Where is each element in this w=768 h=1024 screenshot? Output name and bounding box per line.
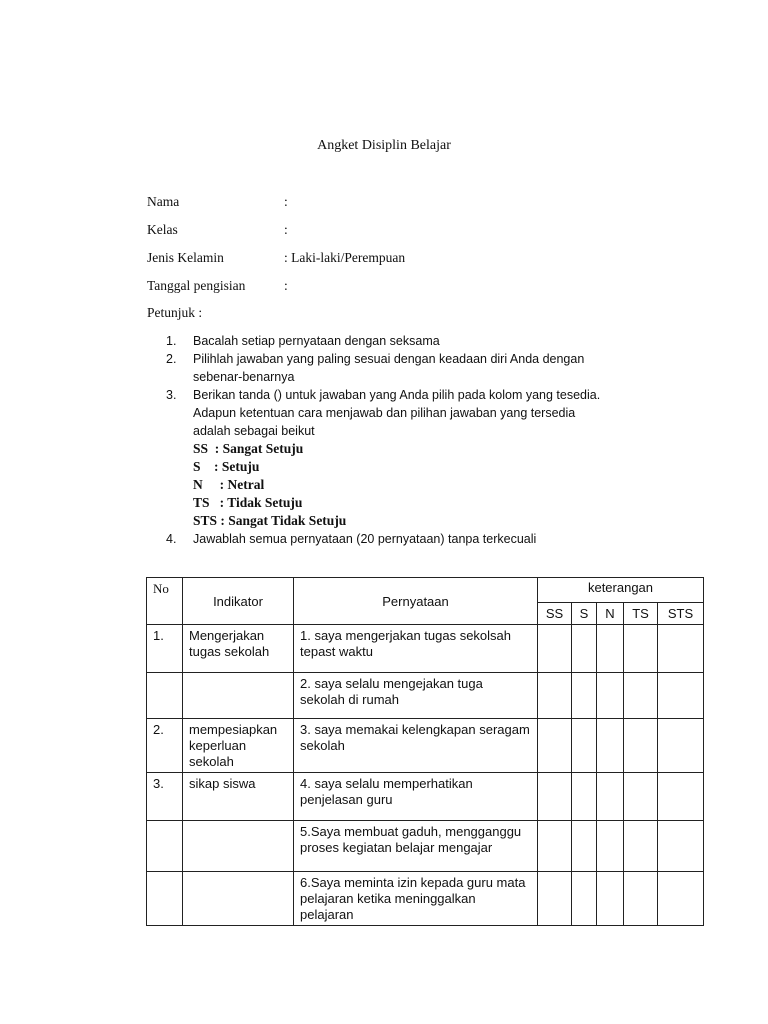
row-no: 1. [147, 625, 183, 673]
row-indikator: sikap siswa [183, 773, 294, 821]
answer-cell-s[interactable] [572, 719, 597, 773]
answer-cell-sts[interactable] [658, 773, 704, 821]
legend-s: S : Setuju [193, 459, 260, 474]
answer-cell-n[interactable] [597, 719, 624, 773]
header-keterangan: keterangan [538, 578, 704, 603]
answer-cell-s[interactable] [572, 872, 597, 926]
answer-cell-ss[interactable] [538, 719, 572, 773]
answer-cell-ss[interactable] [538, 673, 572, 719]
instruction-text: Jawablah semua pernyataan (20 pernyataan) tanpa terkecuali [193, 532, 537, 546]
legend-ts: TS : Tidak Setuju [193, 495, 303, 510]
table-row [147, 872, 704, 926]
answer-cell-ts[interactable] [624, 821, 658, 872]
answer-cell-n[interactable] [597, 625, 624, 673]
instruction-item [166, 350, 666, 386]
answer-cell-ss[interactable] [538, 821, 572, 872]
row-no: 3. [147, 773, 183, 821]
field-value-tanggal: : [284, 278, 288, 293]
row-pernyataan: 6.Saya meminta izin kepada guru mata pelajaran ketika meninggalkan pelajaran [294, 872, 538, 926]
field-label-jenis-kelamin: Jenis Kelamin [147, 250, 224, 265]
row-indikator: Mengerjakan tugas sekolah [183, 625, 294, 673]
row-no: 2. [147, 719, 183, 773]
answer-cell-ts[interactable] [624, 673, 658, 719]
field-value-kelas: : [284, 222, 288, 237]
row-no [147, 673, 183, 719]
instruction-list [166, 332, 666, 548]
answer-cell-n[interactable] [597, 673, 624, 719]
answer-cell-ss[interactable] [538, 773, 572, 821]
legend-sts: STS : Sangat Tidak Setuju [193, 513, 347, 528]
instruction-number: 4. [166, 532, 177, 546]
header-option-sts: STS [658, 603, 704, 625]
instruction-item [166, 530, 666, 548]
table-row [147, 719, 704, 773]
instruction-number: 2. [166, 352, 177, 366]
header-indikator: Indikator [183, 578, 294, 625]
legend-ss: SS : Sangat Setuju [193, 441, 304, 456]
row-indikator [183, 673, 294, 719]
answer-cell-sts[interactable] [658, 673, 704, 719]
header-no: No [147, 578, 183, 625]
header-option-ss: SS [538, 603, 572, 625]
instruction-number: 3. [166, 388, 177, 402]
row-pernyataan: 5.Saya membuat gaduh, mengganggu proses kegiatan belajar mengajar [294, 821, 538, 872]
answer-cell-n[interactable] [597, 821, 624, 872]
instruction-text: sebenar-benarnya [193, 370, 295, 384]
answer-cell-sts[interactable] [658, 821, 704, 872]
table-row [147, 773, 704, 821]
row-pernyataan: 1. saya mengerjakan tugas sekolsah tepast waktu [294, 625, 538, 673]
instruction-item [166, 386, 666, 530]
table-row [147, 625, 704, 673]
questionnaire-table [146, 577, 704, 926]
answer-cell-s[interactable] [572, 773, 597, 821]
field-label-kelas: Kelas [147, 222, 178, 237]
row-no [147, 872, 183, 926]
field-label-tanggal: Tanggal pengisian [147, 278, 246, 293]
page-title: Angket Disiplin Belajar [317, 138, 451, 153]
legend-n: N : Netral [193, 477, 265, 492]
field-value-jenis-kelamin: : Laki-laki/Perempuan [284, 250, 406, 265]
instruction-text: adalah sebagai beikut [193, 424, 315, 438]
row-pernyataan: 3. saya memakai kelengkapan seragam sekolah [294, 719, 538, 773]
answer-cell-ts[interactable] [624, 719, 658, 773]
row-indikator: mempesiapkan keperluan sekolah [183, 719, 294, 773]
row-pernyataan: 4. saya selalu memperhatikan penjelasan guru [294, 773, 538, 821]
instruction-text: Pilihlah jawaban yang paling sesuai dengan keadaan diri Anda dengan [193, 352, 585, 366]
field-value-nama: : [284, 194, 288, 209]
petunjuk-heading: Petunjuk : [147, 305, 203, 320]
answer-cell-sts[interactable] [658, 625, 704, 673]
answer-cell-n[interactable] [597, 773, 624, 821]
row-indikator [183, 872, 294, 926]
header-option-ts: TS [624, 603, 658, 625]
answer-cell-n[interactable] [597, 872, 624, 926]
answer-cell-s[interactable] [572, 821, 597, 872]
row-no [147, 821, 183, 872]
header-option-n: N [597, 603, 624, 625]
table-row [147, 673, 704, 719]
answer-cell-ts[interactable] [624, 773, 658, 821]
answer-cell-sts[interactable] [658, 719, 704, 773]
row-indikator [183, 821, 294, 872]
table-row [147, 821, 704, 872]
instruction-text: Berikan tanda () untuk jawaban yang Anda pilih pada kolom yang tesedia. [193, 388, 601, 402]
instruction-text: Adapun ketentuan cara menjawab dan pilihan jawaban yang tersedia [193, 406, 576, 420]
answer-cell-sts[interactable] [658, 872, 704, 926]
instruction-number: 1. [166, 334, 177, 348]
answer-cell-ts[interactable] [624, 872, 658, 926]
answer-cell-ss[interactable] [538, 872, 572, 926]
instruction-text: Bacalah setiap pernyataan dengan seksama [193, 334, 440, 348]
field-label-nama: Nama [147, 194, 180, 209]
answer-cell-s[interactable] [572, 673, 597, 719]
header-pernyataan: Pernyataan [294, 578, 538, 625]
answer-cell-ts[interactable] [624, 625, 658, 673]
answer-cell-s[interactable] [572, 625, 597, 673]
header-option-s: S [572, 603, 597, 625]
row-pernyataan: 2. saya selalu mengejakan tuga sekolah di rumah [294, 673, 538, 719]
answer-cell-ss[interactable] [538, 625, 572, 673]
instruction-item [166, 332, 666, 350]
